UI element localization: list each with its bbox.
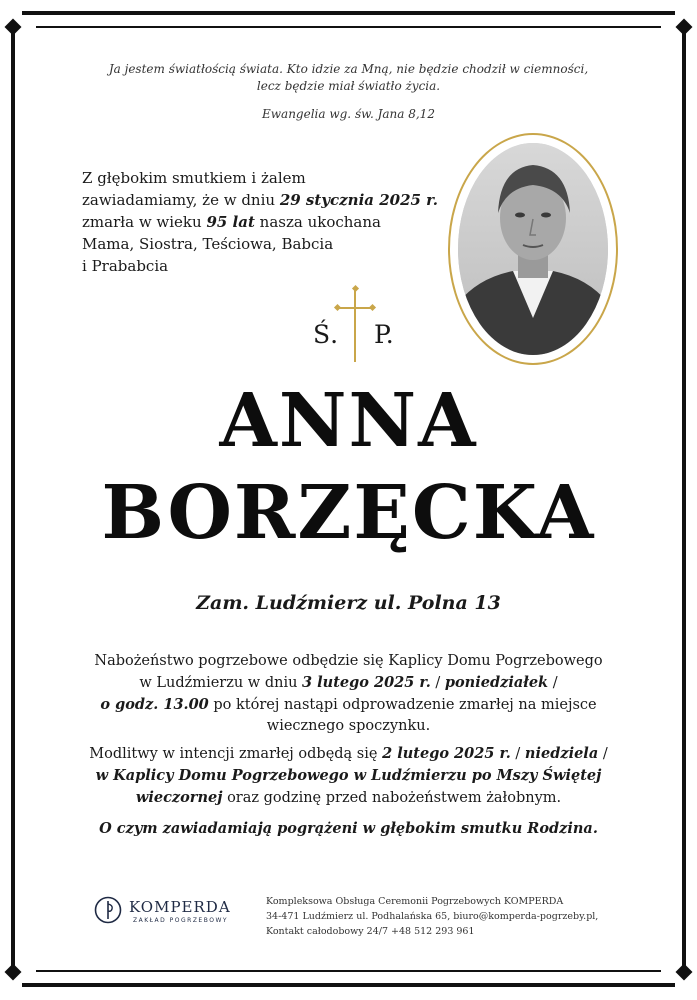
prayers-date: 2 lutego 2025 r. <box>382 745 511 762</box>
prayers-text: / <box>598 746 608 762</box>
footer-contact <box>266 894 598 939</box>
funeral-text: po której nastąpi odprowadzenie zmarłej na miejsce <box>208 697 597 713</box>
funeral-date: 3 lutego 2025 r. <box>302 674 431 691</box>
prayers-location: w Kaplicy Domu Pogrzebowego w Ludźmierzu po Mszy Świętej <box>95 767 602 784</box>
prayers-line-2 <box>70 765 627 787</box>
funeral-line-1: Nabożeństwo pogrzebowe odbędzie się Kaplicy Domu Pogrzebowego <box>94 653 603 669</box>
funeral-line-3 <box>70 694 627 716</box>
cross-icon-dot <box>334 304 341 311</box>
portrait-image <box>458 143 608 355</box>
top-inner-border-line <box>36 26 661 28</box>
quote-line-1: Ja jestem światłością świata. Kto idzie za Mną, nie będzie chodził w ciemności, <box>108 62 589 76</box>
corner-ornament-top-right <box>676 19 693 36</box>
quote-line-2: lecz będzie miał światło życia. <box>256 79 441 93</box>
footer-text: Kompleksowa Obsługa Ceremonii Pogrzebowych <box>266 896 504 907</box>
logo-name: KOMPERDA <box>129 898 231 916</box>
cross-icon-horizontal <box>339 307 371 309</box>
funeral-text: / <box>430 675 445 691</box>
deceased-last-name: BORZĘCKA <box>101 470 596 556</box>
honorific-left: Ś. <box>313 320 339 349</box>
prayers-evening: wieczornej <box>135 789 223 806</box>
prayers-line-1 <box>70 743 627 765</box>
funeral-text: / <box>548 675 558 691</box>
footer-line-3: Kontakt całodobowy 24/7 +48 512 293 961 <box>266 926 475 937</box>
top-border-line <box>22 11 675 15</box>
residence-address: Zam. Ludźmierz ul. Polna 13 <box>196 592 501 614</box>
funeral-weekday: poniedziałek <box>444 674 549 691</box>
prayers-weekday: niedziela <box>524 745 599 762</box>
cross-icon-vertical <box>354 290 356 362</box>
logo-subtitle: ZAKŁAD POGRZEBOWY <box>133 917 229 924</box>
funeral-time: o godz. 13.00 <box>100 696 209 713</box>
footer-line-2: 34-471 Ludźmierz ul. Podhalańska 65, biuro@komperda-pogrzeby.pl, <box>266 911 599 922</box>
intro-line-5: i Prababcia <box>82 257 169 275</box>
prayers-line-3 <box>70 787 627 809</box>
portrait-photo <box>458 143 608 355</box>
prayers-text: / <box>510 746 525 762</box>
corner-ornament-top-left <box>5 19 22 36</box>
corner-ornament-bottom-left <box>5 964 22 981</box>
honorific-right: P. <box>374 320 394 349</box>
announcement-intro <box>82 167 462 277</box>
death-date: 29 stycznia 2025 r. <box>279 191 438 209</box>
prayers-info <box>70 743 627 809</box>
age: 95 lat <box>206 213 255 231</box>
funeral-text: w Ludźmierzu w dniu <box>139 675 303 691</box>
cross-icon-dot <box>369 304 376 311</box>
footer-line-1 <box>266 894 598 909</box>
intro-text: zawiadamiamy, że w dniu <box>82 191 280 209</box>
intro-line-2 <box>82 189 462 211</box>
corner-ornament-bottom-right <box>676 964 693 981</box>
funeral-line-2 <box>70 672 627 694</box>
funeral-line-4: wiecznego spoczynku. <box>266 718 431 734</box>
quote-source: Ewangelia wg. św. Jana 8,12 <box>262 107 435 121</box>
closing-statement: O czym zawiadamiają pogrążeni w głębokim smutku Rodzina. <box>99 820 598 837</box>
intro-line-4: Mama, Siostra, Teściowa, Babcia <box>82 235 334 253</box>
bottom-inner-border-line <box>36 970 661 972</box>
prayers-text: oraz godzinę przed nabożeństwem żałobnym. <box>222 790 562 806</box>
prayers-text: Modlitwy w intencji zmarłej odbędą się <box>89 746 383 762</box>
intro-line-1: Z głębokim smutkiem i żalem <box>82 169 306 187</box>
intro-text: zmarła w wieku <box>82 213 207 231</box>
funeral-info <box>70 651 627 737</box>
deceased-first-name: ANNA <box>219 378 478 464</box>
footer-company: KOMPERDA <box>503 896 564 907</box>
intro-line-3 <box>82 211 462 233</box>
komperda-logo-icon <box>93 895 123 925</box>
intro-text: nasza ukochana <box>254 213 381 231</box>
bible-quote <box>80 61 617 95</box>
bottom-border-line <box>22 983 675 987</box>
